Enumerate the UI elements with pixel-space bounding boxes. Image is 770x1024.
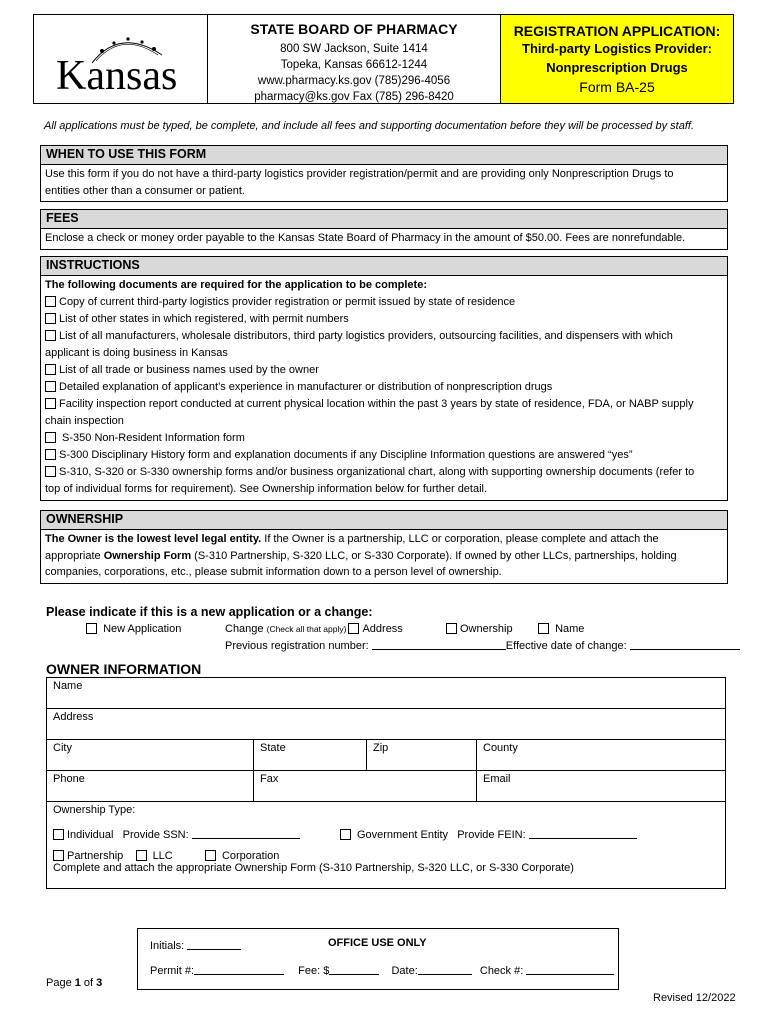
office-use-box [137,928,619,990]
prev-reg-row: Previous registration number: Effective date of change: [225,638,740,652]
doc-checkbox[interactable] [45,296,56,307]
date-field[interactable] [418,963,472,975]
attach-note: Complete and attach the appropriate Ownership Form (S-310 Partnership, S-320 LLC, or S-330 Corporate) [53,862,574,874]
address-line2: Topeka, Kansas 66612-1244 [280,59,428,71]
llc-checkbox[interactable] [136,850,147,861]
form-header [33,14,733,104]
doc-item: List of all trade or business names used by the owner [45,362,723,379]
ownership-change-option[interactable]: Ownership [446,623,513,635]
individual-checkbox[interactable] [53,829,64,840]
web-phone: www.pharmacy.ks.gov (785)296-4056 [257,75,451,87]
name-field[interactable]: Name [47,678,726,709]
fein-field[interactable] [529,827,637,839]
ownership-lead: The Owner is the lowest level legal entity. [45,533,262,545]
when-line1: Use this form if you do not have a third-party logistics provider registration/permit and are providing only Nonprescription Drugs to [45,168,674,180]
address-checkbox[interactable] [348,623,359,634]
initials-field[interactable] [187,938,241,950]
name-checkbox[interactable] [538,623,549,634]
doc-item: Detailed explanation of applicant’s experience in manufacturer or distribution of nonprescription drugs [45,379,723,396]
permit-field[interactable] [194,963,284,975]
doc-checkbox[interactable] [45,313,56,324]
doc-checkbox[interactable] [45,432,56,443]
when-title: WHEN TO USE THIS FORM [41,146,727,165]
revised-date: Revised 12/2022 [653,992,736,1004]
ownership-section: OWNERSHIP The Owner is the lowest level legal entity. If the Owner is a partnership, LLC or corporation, please complete and attach the appropriate Ownership Form (S-310 Partnership, S-320 LLC, or S-330 Corporate). If owned by other LLCs, partnerships, holding companies, corporations, etc., please submit information down to a person level of ownership. [40,510,728,584]
intro-note: All applications must be typed, be complete, and include all fees and supporting documentation before they will be processed by staff. [44,120,694,132]
registration-box [500,14,734,104]
doc-item: List of other states in which registered, with permit numbers [45,311,723,328]
kansas-logo [34,15,208,103]
kansas-logo-graphic [34,15,207,103]
phone-field[interactable]: Phone [47,771,254,802]
instructions-title: INSTRUCTIONS [41,257,727,276]
check-field[interactable] [526,963,614,975]
reg-sub2: Nonprescription Drugs [546,60,688,75]
fees-section [40,209,728,250]
state-field[interactable]: State [254,740,367,771]
ownership-title: OWNERSHIP [41,511,727,530]
doc-checkbox[interactable] [45,466,56,477]
fees-text: Enclose a check or money order payable to the Kansas State Board of Pharmacy in the amount of $50.00. Fees are nonrefundable. [45,232,686,244]
doc-checkbox[interactable] [45,398,56,409]
doc-item: S-300 Disciplinary History form and explanation documents if any Discipline Information questions are answered “yes” [45,447,723,464]
initials-row: Initials: [150,938,241,952]
prev-reg-field[interactable] [372,638,506,650]
city-field[interactable]: City [47,740,254,771]
partnership-checkbox[interactable] [53,850,64,861]
instructions-lead: The following documents are required for the application to be complete: [45,279,427,291]
reg-form-number: Form BA-25 [579,79,655,95]
app-type-heading: Please indicate if this is a new application or a change: [46,605,373,619]
corporation-checkbox[interactable] [205,850,216,861]
government-entity-checkbox[interactable] [340,829,351,840]
doc-item-cont: applicant is doing business in Kansas [45,347,228,359]
doc-item: Copy of current third-party logistics provider registration or permit issued by state of residence [45,294,723,311]
fee-field[interactable] [329,963,379,975]
email-fax: pharmacy@ks.gov Fax (785) 296-8420 [254,91,454,103]
ownership-type-label: Ownership Type: [53,804,136,816]
zip-field[interactable]: Zip [367,740,477,771]
when-section [40,145,728,202]
email-field[interactable]: Email [477,771,726,802]
doc-checkbox[interactable] [45,449,56,460]
when-line2: entities other than a consumer or patient. [45,184,245,197]
office-use-title: OFFICE USE ONLY [328,937,427,949]
change-option: Change (Check all that apply) Address [225,623,403,635]
new-application-option[interactable]: New Application [86,623,181,635]
address-field[interactable]: Address [47,709,726,740]
doc-checkbox[interactable] [45,330,56,341]
reg-title: REGISTRATION APPLICATION: [513,23,721,39]
org-block [208,15,500,103]
page-number: Page 1 of 3 [46,977,103,989]
owner-info-heading: OWNER INFORMATION [46,661,202,677]
doc-item-cont: chain inspection [45,415,124,427]
doc-item: Facility inspection report conducted at current physical location within the past 3 years by state of residence, FDA, or NABP supply [45,396,723,413]
ownership-type-cell: Ownership Type: Individual Provide SSN: Government Entity Provide FEIN: Partnership LLC Corporation Complete and attach the appropriate Ownership Form (S-310 Partnership, S-320 LLC, or S-330 Corporate) [47,802,726,889]
ownership-checkbox[interactable] [446,623,457,634]
doc-item-cont: top of individual forms for requirement). See Ownership information below for further detail. [45,483,488,495]
doc-item: S-350 Non-Resident Information form [45,430,723,447]
doc-item: List of all manufacturers, wholesale distributors, third party logistics providers, outsourcing facilities, and dispensers with which [45,328,723,345]
office-row: Permit #: Fee: $ Date: Check #: [150,963,614,977]
doc-checkbox[interactable] [45,381,56,392]
name-change-option[interactable]: Name [538,623,584,635]
address-line1: 800 SW Jackson, Suite 1414 [280,43,428,55]
fax-field[interactable]: Fax [254,771,477,802]
doc-checkbox[interactable] [45,364,56,375]
owner-info-table [46,677,726,889]
fees-title: FEES [41,210,727,229]
effective-date-field[interactable] [630,638,740,650]
ssn-field[interactable] [192,827,300,839]
reg-sub1: Third-party Logistics Provider: [522,41,712,56]
logo-text: Kansas [56,53,178,99]
org-title: STATE BOARD OF PHARMACY [250,21,458,37]
new-application-checkbox[interactable] [86,623,97,634]
county-field[interactable]: County [477,740,726,771]
instructions-section [40,256,728,501]
doc-item: S-310, S-320 or S-330 ownership forms and/or business organizational chart, along with supporting ownership documents (refer to [45,464,723,481]
